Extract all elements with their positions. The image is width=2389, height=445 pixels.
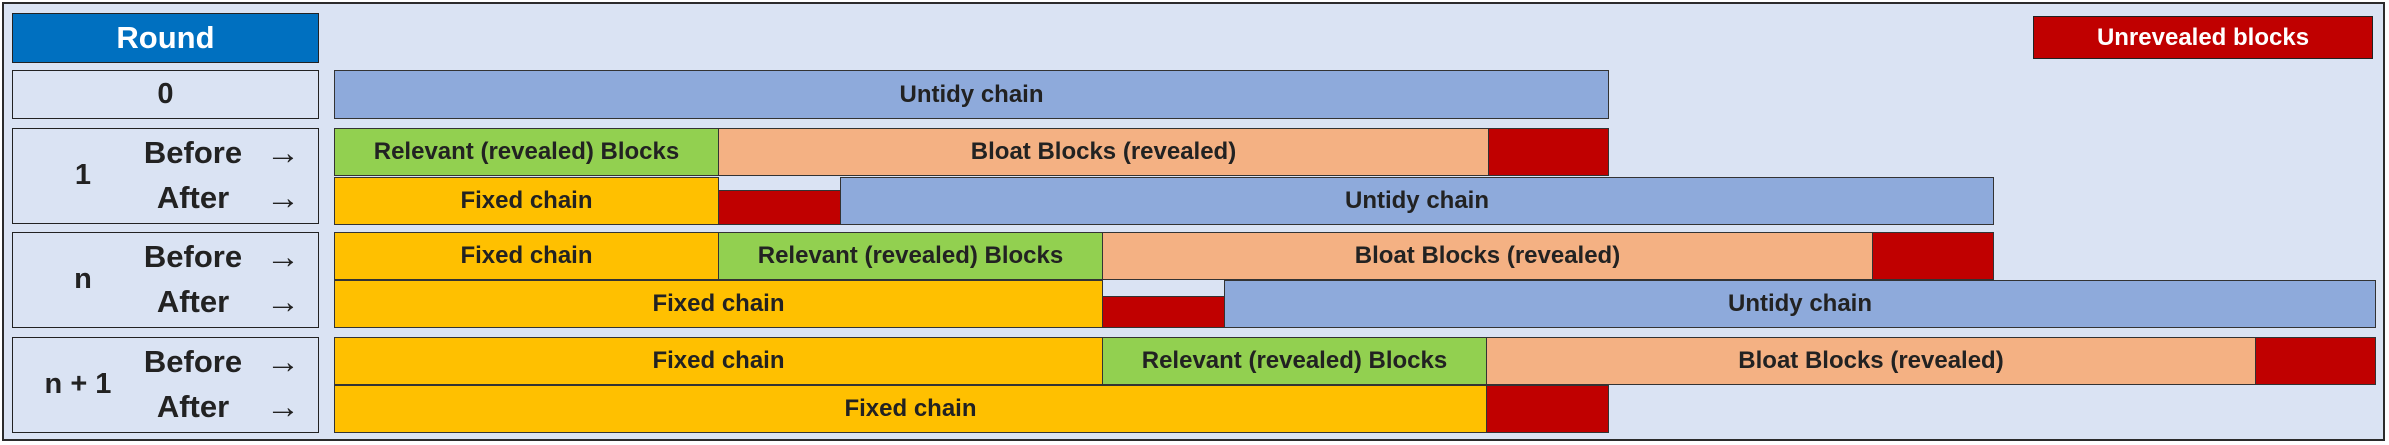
round-n-after-fixed-chain: Fixed chain [334, 280, 1103, 328]
round-0-untidy-chain: Untidy chain [334, 70, 1609, 119]
round-n-plus-1-box [12, 337, 319, 433]
legend-unrevealed-blocks: Unrevealed blocks [2033, 16, 2373, 59]
round-n-plus-1-label: n + 1 [44, 368, 112, 400]
round-n-after-unrevealed-block [1102, 296, 1225, 328]
round-n-plus-1-after-label: After [156, 389, 230, 424]
round-1-after-label: After [156, 180, 230, 215]
round-0-label: 0 [12, 70, 319, 119]
round-1-before-arrow-icon: → [266, 133, 300, 172]
round-n-plus-1-before-label: Before [143, 344, 243, 379]
round-n-plus-1-before-fixed-chain: Fixed chain [334, 337, 1103, 385]
round-n-before-unrevealed-block [1872, 232, 1994, 280]
round-n-before-relevant-blocks: Relevant (revealed) Blocks [718, 232, 1103, 280]
round-n-plus-1-before-unrevealed-block [2255, 337, 2376, 385]
round-1-box [12, 128, 319, 224]
round-1-label: 1 [74, 159, 92, 191]
round-n-label: n [74, 263, 92, 295]
round-1-after-arrow-icon: → [266, 178, 300, 217]
round-1-before-bloat-blocks: Bloat Blocks (revealed) [718, 128, 1489, 176]
round-n-after-arrow-icon: → [266, 282, 300, 321]
round-1-before-relevant-blocks: Relevant (revealed) Blocks [334, 128, 719, 176]
round-n-after-untidy-chain: Untidy chain [1224, 280, 2376, 328]
round-1-after-untidy-chain: Untidy chain [840, 177, 1994, 225]
round-n-after-label: After [156, 284, 230, 319]
round-n-before-bloat-blocks: Bloat Blocks (revealed) [1102, 232, 1873, 280]
round-1-after-unrevealed-block [718, 190, 841, 225]
round-header: Round [12, 13, 319, 63]
round-1-before-unrevealed-block [1488, 128, 1609, 176]
round-n-plus-1-after-arrow-icon: → [266, 387, 300, 426]
round-1-after-fixed-chain: Fixed chain [334, 177, 719, 225]
round-1-before-label: Before [143, 135, 243, 170]
round-n-box [12, 232, 319, 328]
round-n-plus-1-after-unrevealed-block [1486, 385, 1609, 433]
round-n-plus-1-before-bloat-blocks: Bloat Blocks (revealed) [1486, 337, 2256, 385]
round-n-before-fixed-chain: Fixed chain [334, 232, 719, 280]
round-n-before-arrow-icon: → [266, 237, 300, 276]
round-n-before-label: Before [143, 239, 243, 274]
round-n-plus-1-before-arrow-icon: → [266, 342, 300, 381]
round-n-plus-1-after-fixed-chain: Fixed chain [334, 385, 1487, 433]
round-n-plus-1-before-relevant-blocks: Relevant (revealed) Blocks [1102, 337, 1487, 385]
